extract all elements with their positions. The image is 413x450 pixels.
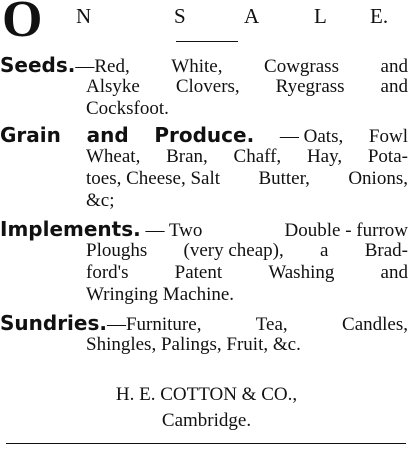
- text-fragment: Alsyke: [86, 76, 140, 97]
- section-seeds: [0, 54, 408, 120]
- text-fragment: Tea,: [255, 314, 288, 335]
- section-line: [86, 146, 408, 168]
- section-line: [86, 262, 408, 284]
- text-fragment: —Red,: [75, 56, 130, 77]
- heading-letter: E.: [370, 4, 389, 28]
- text-fragment: ford's: [86, 262, 129, 283]
- heading-initial: O: [2, 0, 43, 48]
- text-fragment: Ryegrass: [275, 76, 345, 97]
- text-fragment: and: [380, 262, 408, 283]
- text-fragment: Cocksfoot.: [86, 98, 169, 119]
- section-first-line: [0, 124, 408, 146]
- section-line: [86, 76, 408, 98]
- text-fragment: Pota-: [367, 146, 408, 167]
- text-fragment: and: [380, 76, 408, 97]
- text-fragment: Cowgrass: [264, 56, 339, 77]
- section-first-line: [0, 218, 408, 240]
- section-lead: Grain: [0, 123, 61, 147]
- text-fragment: a: [320, 240, 329, 261]
- text-fragment: Butter,: [258, 168, 310, 189]
- text-fragment: Chaff,: [233, 146, 282, 167]
- heading-letter: A: [244, 4, 260, 28]
- section-lead: Produce.: [154, 123, 255, 147]
- text-fragment: Candles,: [342, 314, 408, 335]
- text-fragment: Clovers,: [175, 76, 240, 97]
- section-lead: and: [86, 123, 129, 147]
- text-fragment: — Oats,: [279, 126, 344, 147]
- text-fragment: — Two: [145, 220, 203, 241]
- text-fragment: and: [380, 56, 408, 77]
- section-line: [86, 334, 408, 356]
- heading-letter: L: [314, 4, 327, 28]
- text-fragment: toes, Cheese, Salt: [86, 168, 221, 189]
- section-line: [86, 168, 408, 190]
- heading-letter: S: [174, 4, 186, 28]
- text-fragment: (very cheap),: [183, 240, 284, 261]
- section-lead: Seeds.: [0, 53, 76, 77]
- heading-rule: [176, 41, 238, 42]
- section-lead: Implements.: [0, 217, 141, 241]
- text-fragment: Patent: [174, 262, 223, 283]
- text-fragment: Hay,: [306, 146, 343, 167]
- section-line: [86, 98, 408, 120]
- section-sundries: [0, 312, 408, 356]
- text-fragment: Washing: [268, 262, 335, 283]
- section-implements: [0, 218, 408, 306]
- text-fragment: Double - furrow: [284, 220, 408, 241]
- text-fragment: Wheat,: [86, 146, 141, 167]
- bottom-rule: [6, 443, 406, 444]
- text-fragment: Wringing Machine.: [86, 284, 235, 305]
- signature-place: Cambridge.: [161, 410, 252, 431]
- text-fragment: Bran,: [166, 146, 208, 167]
- section-line: [86, 284, 408, 306]
- text-fragment: Fowl: [368, 126, 408, 147]
- section-line: [86, 240, 408, 262]
- text-fragment: —Furniture,: [106, 314, 202, 335]
- text-fragment: Shingles, Palings, Fruit, &c.: [86, 334, 301, 355]
- text-fragment: Onions,: [348, 168, 408, 189]
- section-line: [86, 190, 408, 212]
- text-fragment: Brad-: [364, 240, 408, 261]
- signature-name: H. E. COTTON & CO.,: [115, 384, 298, 405]
- section-first-line: [0, 54, 408, 76]
- section-grain-produce: [0, 124, 408, 212]
- text-fragment: White,: [171, 56, 223, 77]
- text-fragment: Ploughs: [86, 240, 148, 261]
- section-first-line: [0, 312, 408, 334]
- section-lead: Sundries.: [0, 311, 107, 335]
- heading-letter: N: [76, 4, 92, 28]
- text-fragment: &c;: [86, 190, 115, 211]
- heading-letters: [76, 4, 412, 28]
